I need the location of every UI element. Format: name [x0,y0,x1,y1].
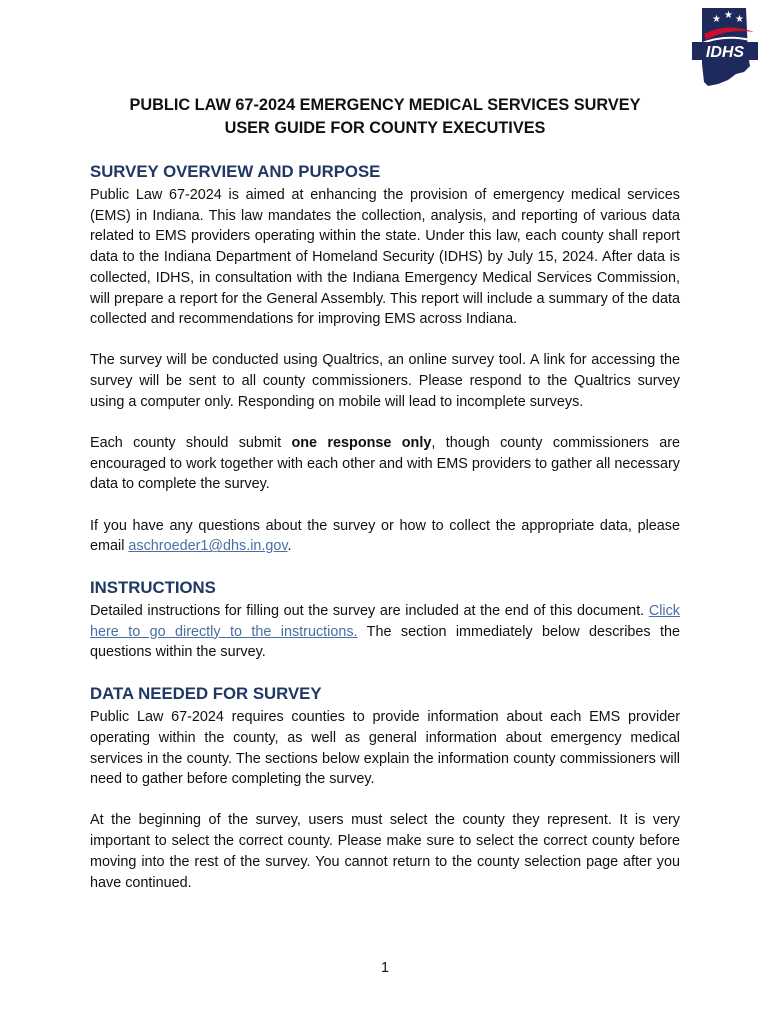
data-needed-heading: DATA NEEDED FOR SURVEY [90,684,322,704]
data-needed-paragraph-2: At the beginning of the survey, users must select the county they represent. It is very important to select the correct county. Please make sure to select the correct county before moving into the rest of the survey. You cannot return to the county selection page after you have continued. [90,812,680,891]
title-line-1: PUBLIC LAW 67-2024 EMERGENCY MEDICAL SERVICES SURVEY [129,96,641,114]
p3-bold-text: one response only [291,435,432,452]
instr-text-after: The section immediately below describes the questions within the survey. [90,623,681,661]
overview-paragraph-4 [90,516,680,557]
instructions-heading: INSTRUCTIONS [90,578,216,598]
p3-text-after: , though county commissioners are encouraged to work together with each other and with EMS providers to gather all necessary data to complete the survey. [90,435,680,493]
document-page [90,0,680,893]
document-title [90,94,680,140]
svg-text:★: ★ [735,14,744,25]
overview-heading: SURVEY OVERVIEW AND PURPOSE [90,162,381,181]
instructions-paragraph [90,601,680,663]
instr-text-before: Detailed instructions for filling out the survey are included at the end of this document. [90,603,649,620]
p3-text-before: Each county should submit [90,435,292,452]
contact-email-link[interactable]: aschroeder1@dhs.in.gov [128,538,288,555]
logo-text: IDHS [705,44,745,61]
overview-paragraph-3 [90,433,680,495]
overview-paragraph-2: The survey will be conducted using Qualtrics, an online survey tool. A link for accessing the survey will be sent to all county commissioners. Please respond to the Qualtrics survey using a computer only. Responding on mobile will lead to incomplete surveys. [90,352,680,410]
data-needed-paragraph-1: Public Law 67-2024 requires counties to provide information about each EMS provider operating within the county, as well as general information about emergency medical services in the county. The sections below explain the information county commissioners will need to gather before completing the survey. [90,709,680,788]
svg-text:★: ★ [724,10,733,21]
title-line-2: USER GUIDE FOR COUNTY EXECUTIVES [224,119,546,137]
p4-text-after: . [287,538,292,555]
instructions-jump-link[interactable]: Click here to go directly to the instructions. [90,603,680,640]
svg-text:★: ★ [712,14,721,25]
p4-text-before: If you have any questions about the survey or how to collect the appropriate data, please email [90,517,680,555]
overview-paragraph-1: Public Law 67-2024 is aimed at enhancing the provision of emergency medical services (EMS) in Indiana. This law mandates the collection, analysis, and reporting of various data related to EMS providers operating within the state. Under this law, each county shall report data to the Indiana Department of Homeland Security (IDHS) by July 15, 2024. After data is collected, IDHS, in consultation with the Indiana Emergency Medical Services Commission, will prepare a report for the General Assembly. This report will include a summary of the data collected and recommendations for improving EMS across Indiana. [90,187,680,328]
idhs-logo [688,4,760,88]
page-number: 1 [380,960,389,976]
